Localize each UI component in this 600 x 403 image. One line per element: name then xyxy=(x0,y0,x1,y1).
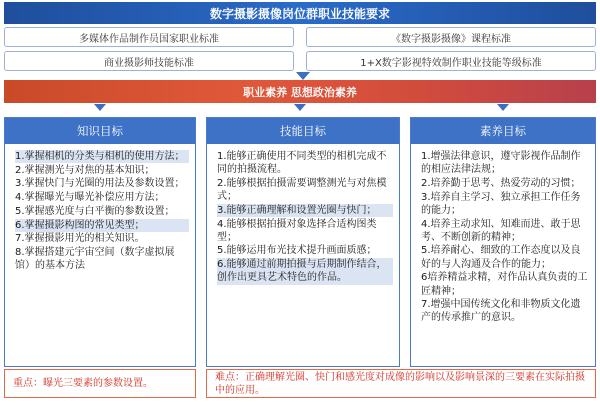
standard-box-1x: 1+X数字影视特效制作职业技能等级标准 xyxy=(306,51,596,71)
goal-item: 1.掌握相机的分类与相机的使用方法； xyxy=(15,150,189,163)
down-arrow-icon xyxy=(497,104,509,111)
core-literacy-bar: 职业素养 思想政治素养 xyxy=(4,80,596,103)
goal-item: 1.增强法律意识，遵守影视作品制作的相应法律法规； xyxy=(421,151,581,176)
down-arrow-icon xyxy=(94,104,106,111)
down-arrow-icon xyxy=(296,72,310,80)
column-heading: 技能目标 xyxy=(207,118,399,144)
standard-box-multimedia: 多媒体作品制作员国家职业标准 xyxy=(4,27,294,47)
standard-box-commercial: 商业摄影师技能标准 xyxy=(4,51,294,71)
goal-item: 5.掌握感光度与白平衡的参数设置； xyxy=(15,205,175,217)
standard-box-course: 《数字摄影摄像》课程标准 xyxy=(306,27,596,47)
column-body xyxy=(207,144,399,285)
difficulty-box: 难点：正确理解光圈、快门和感光度对成像的影响以及影响景深的三要素在实际拍摄中的应用。 xyxy=(206,369,596,398)
goal-item: 8.掌握搭建元宇宙空间（数字虚拟展馆）的基本方法 xyxy=(15,246,175,272)
goal-item: 7.掌握摄影用光的相关知识。 xyxy=(15,233,145,245)
goal-item: 7.增强中国传统文化和非物质文化遗产的传承推广的意识。 xyxy=(421,299,581,324)
goal-item: 4.掌握曝光与曝光补偿应用方法； xyxy=(15,192,165,204)
goal-item: 2.掌握测光与对焦的基本知识； xyxy=(15,164,155,176)
skill-goals-column xyxy=(206,117,400,367)
goal-item: 3.能够正确理解和设置光圈与快门； xyxy=(217,204,393,217)
goal-item: 3.培养自主学习、独立承担工作任务的能力； xyxy=(421,191,581,216)
goal-item: 4.能够根据拍摄对象选择合适构图类型； xyxy=(217,218,377,243)
column-heading: 知识目标 xyxy=(5,118,195,144)
goal-item: 1.能够正确使用不同类型的相机完成不同的拍摄流程。 xyxy=(217,151,387,176)
literacy-goals-column xyxy=(410,117,596,367)
goal-item: 2.能够根据拍摄需要调整测光与对焦模式； xyxy=(217,177,387,203)
goal-item: 3.掌握快门与光圈的用法及参数设置； xyxy=(15,178,185,190)
knowledge-goals-column xyxy=(4,117,196,367)
column-body xyxy=(5,144,195,272)
goal-item: 2.培养勤于思考、热爱劳动的习惯； xyxy=(421,177,581,189)
goal-item: 6.能够通过前期拍摄与后期制作结合，创作出更具艺术特色的作品。 xyxy=(217,258,393,284)
goal-item: 4.培养主动求知、知难而进、敢于思考、不断创新的精神； xyxy=(421,218,581,243)
column-body xyxy=(411,144,595,325)
goal-item: 5.能够运用布光技术提升画面质感； xyxy=(217,245,377,257)
column-heading: 素养目标 xyxy=(411,118,595,144)
page-title: 数字摄影摄像岗位群职业技能要求 xyxy=(4,2,596,24)
down-arrow-icon xyxy=(294,104,306,111)
key-point-box: 重点：曝光三要素的参数设置。 xyxy=(4,369,196,398)
goal-item: 6培养精益求精，对作品认真负责的工匠精神； xyxy=(421,272,588,297)
goal-item: 5.培养耐心、细致的工作态度以及良好的与人沟通及合作的能力； xyxy=(421,245,581,270)
goal-item: 6.掌握摄影构图的常见类型； xyxy=(15,219,189,232)
